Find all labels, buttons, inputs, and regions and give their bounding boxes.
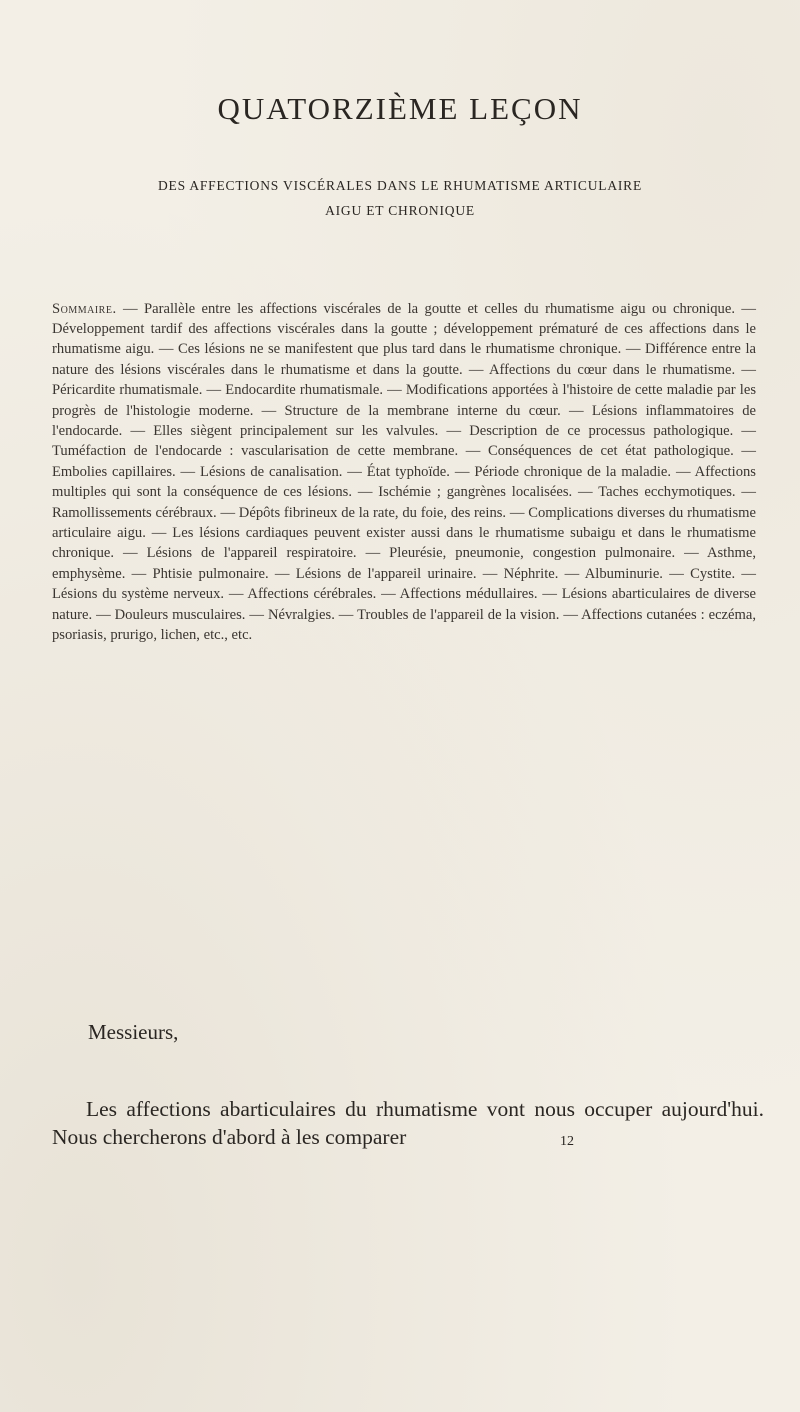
summary-paragraph (52, 299, 756, 646)
lesson-subtitle-line-2: AIGU ET CHRONIQUE (325, 203, 475, 218)
summary-text: — Parallèle entre les affections viscérales de la goutte et celles du rhumatisme aigu ou chronique. — Développement tardif des affections viscérales dans la goutte ; développement prématuré de ces affections dans le rhumatisme aigu. — Ces lésions ne se manifestent que plus tard dans le rhumatisme chronique. — Différence entre la nature des lésions viscérales dans le rhumatisme et dans la goutte. — Affections du cœur dans le rhumatisme. — Péricardite rhumatismale. — Endocardite rhumatismale. — Modifications apportées à l'histoire de cette maladie par les progrès de l'histologie moderne. — Structure de la membrane interne du cœur. — Lésions inflammatoires de l'endocarde. — Elles siègent principalement sur les valvules. — Description de ce processus pathologique. — Tuméfaction de l'endocarde : vascularisation de cette membrane. — Conséquences de cet état pathologique. — Embolies capillaires. — Lésions de canalisation. — État typhoïde. — Période chronique de la maladie. — Affections multiples qui sont la conséquence de ces lésions. — Ischémie ; gangrènes localisées. — Taches ecchymotiques. — Ramollissements cérébraux. — Dépôts fibrineux de la rate, du foie, des reins. — Complications diverses du rhumatisme articulaire aigu. — Les lésions cardiaques peuvent exister aussi dans le rhumatisme subaigu et dans le rhumatisme chronique. — Lésions de l'appareil respiratoire. — Pleurésie, pneumonie, congestion pulmonaire. — Asthme, emphysème. — Phtisie pulmonaire. — Lésions de l'appareil urinaire. — Néphrite. — Albuminurie. — Cystite. — Lésions du système nerveux. — Affections cérébrales. — Affections médullaires. — Lésions abarticulaires de diverse nature. — Douleurs musculaires. — Névralgies. — Troubles de l'appareil de la vision. — Affections cutanées : eczéma, psoriasis, prurigo, lichen, etc., etc. (52, 300, 756, 644)
body-paragraph: Les affections abarticulaires du rhumatisme vont nous occuper aujourd'hui. Nous chercherons d'abord à les comparer (52, 1096, 764, 1149)
lesson-title: QUATORZIÈME LEÇON (217, 90, 583, 126)
lesson-subtitle-line-1: DES AFFECTIONS VISCÉRALES DANS LE RHUMATISME ARTICULAIRE (157, 178, 643, 193)
summary-label: Sommaire. (52, 300, 117, 317)
page-number: 12 (560, 1134, 574, 1149)
salutation: Messieurs, (88, 1020, 179, 1044)
